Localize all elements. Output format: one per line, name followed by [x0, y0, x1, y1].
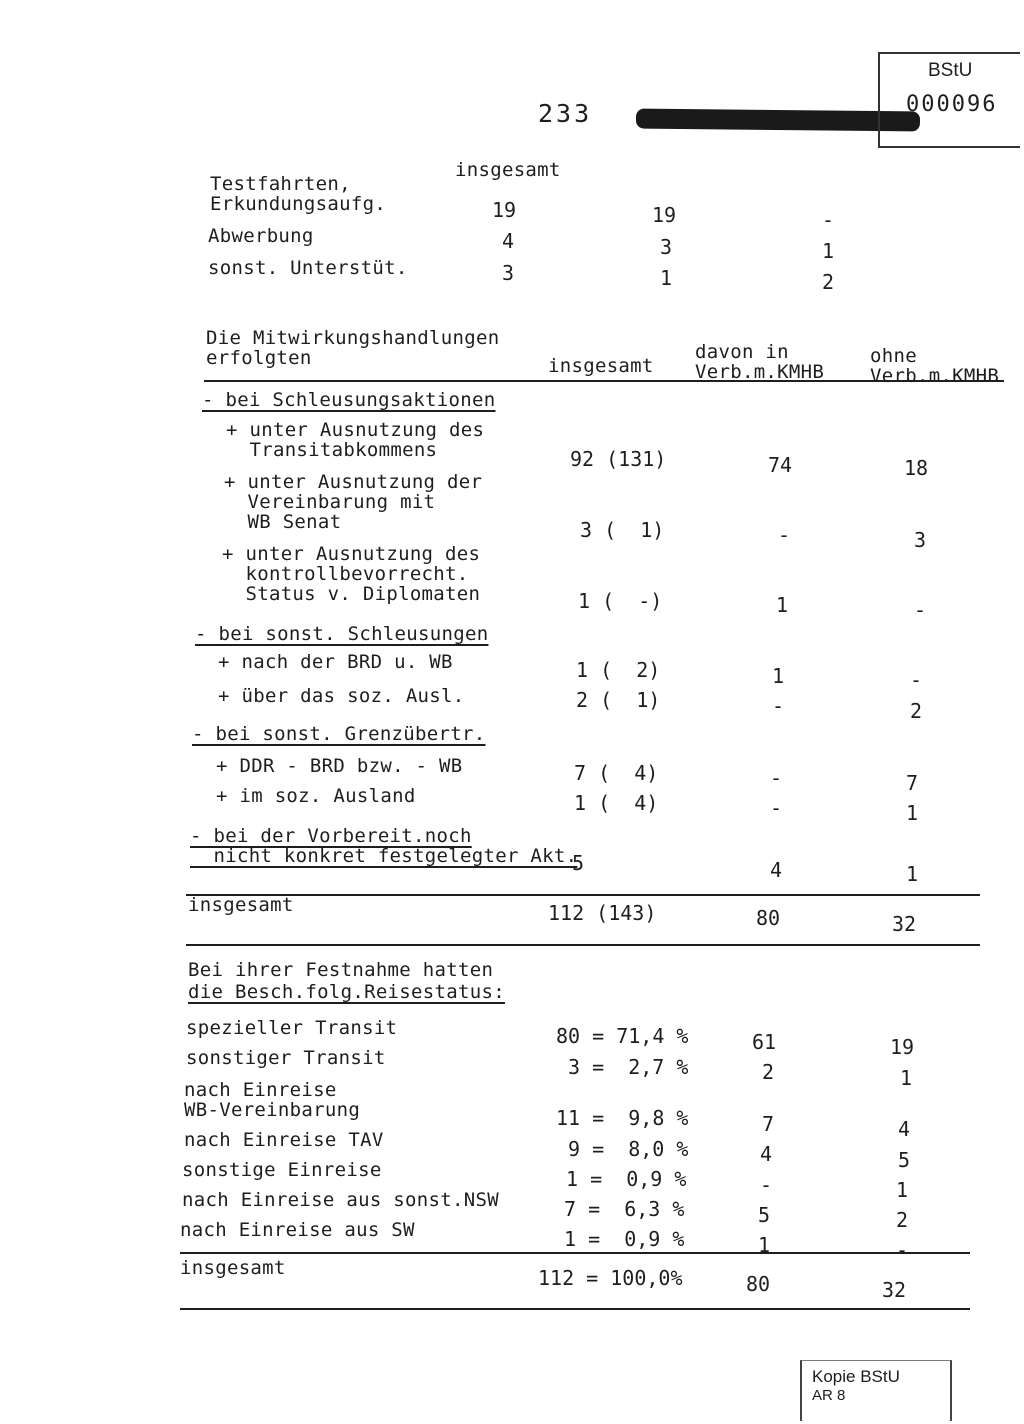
table-rule — [180, 1308, 970, 1310]
cell-total: 1 = 0,9 % — [564, 1227, 685, 1251]
sum-with: 80 — [756, 906, 781, 930]
row-label: sonstige Einreise — [182, 1159, 382, 1181]
section3-heading: Bei ihrer Festnahme hatten — [188, 959, 494, 981]
cell-with: 1 — [772, 664, 785, 688]
stamp-number: 000096 — [906, 92, 998, 117]
cell-with: 61 — [752, 1030, 777, 1054]
page-number: 233 — [538, 99, 593, 128]
row-label: + DDR - BRD bzw. - WB — [216, 755, 463, 777]
cell-without: 18 — [904, 456, 929, 480]
archive-stamp — [878, 52, 1020, 148]
cell-without: 1 — [900, 1066, 913, 1090]
cell-total: 7 = 6,3 % — [564, 1197, 685, 1221]
cell-without: 19 — [890, 1035, 915, 1059]
cell-total: 4 — [502, 229, 515, 253]
cell-with: 4 — [760, 1142, 773, 1166]
sum-label: insgesamt — [180, 1257, 286, 1279]
cell-without: - — [910, 668, 923, 692]
row-label: sonst. Unterstüt. — [208, 257, 408, 279]
section2-heading: Die Mitwirkungshandlungen erfolgten — [206, 327, 500, 369]
cell-total: 5 — [572, 851, 585, 875]
cell-with: - — [772, 694, 785, 718]
sum-without: 32 — [892, 912, 917, 936]
cell-with: 74 — [768, 453, 793, 477]
cell-total: 80 = 71,4 % — [556, 1024, 689, 1048]
cell-without: 1 — [906, 862, 919, 886]
col-header-with: davon in Verb.m.KMHB — [695, 341, 825, 383]
cell-total: 9 = 8,0 % — [568, 1137, 689, 1161]
copy-stamp — [800, 1360, 952, 1421]
sum-label: insgesamt — [188, 894, 294, 916]
cell-c2: 1 — [660, 266, 673, 290]
cell-total: 3 ( 1) — [580, 518, 665, 542]
cell-total: 7 ( 4) — [574, 761, 659, 785]
cell-total: 1 ( 2) — [576, 658, 661, 682]
sum-total: 112 (143) — [548, 901, 657, 925]
cell-c2: 19 — [652, 203, 677, 227]
col-header-total: insgesamt — [455, 159, 561, 181]
table-rule — [186, 944, 980, 946]
cell-with: 7 — [762, 1112, 775, 1136]
table-rule — [204, 380, 1004, 382]
sum-total: 112 = 100,0% — [538, 1266, 683, 1290]
col-header-without: ohne Verb.m.KMHB — [870, 345, 1000, 387]
cell-without: 4 — [898, 1117, 911, 1141]
group-heading: - bei sonst. Schleusungen — [195, 623, 489, 645]
row-label: + im soz. Ausland — [216, 785, 416, 807]
cell-with: 1 — [776, 593, 789, 617]
cell-total: 1 ( -) — [578, 589, 663, 613]
cell-total: 3 = 2,7 % — [568, 1055, 689, 1079]
stamp-org: BStU — [928, 60, 973, 81]
cell-with: - — [778, 523, 791, 547]
copy-stamp-text: Kopie BStU — [812, 1367, 900, 1386]
cell-total: 11 = 9,8 % — [556, 1106, 689, 1130]
group-heading: - bei sonst. Grenzübertr. — [192, 723, 486, 745]
sum-with: 80 — [746, 1272, 771, 1296]
cell-without: 1 — [896, 1178, 909, 1202]
cell-c3: 2 — [822, 270, 835, 294]
row-label: + unter Ausnutzung des Transitabkommens — [226, 419, 485, 461]
cell-c2: 3 — [660, 235, 673, 259]
cell-c3: - — [822, 208, 835, 232]
table-rule — [180, 1252, 970, 1254]
row-label: sonstiger Transit — [186, 1047, 386, 1069]
cell-without: 5 — [898, 1148, 911, 1172]
cell-without: 2 — [896, 1208, 909, 1232]
row-label: spezieller Transit — [186, 1017, 398, 1039]
copy-stamp-ref: AR 8 — [812, 1387, 846, 1404]
cell-total: 92 (131) — [570, 447, 667, 471]
section3-heading-underlined: die Besch.folg.Reisestatus: — [188, 981, 505, 1003]
row-label: nach Einreise aus sonst.NSW — [182, 1189, 499, 1211]
cell-without: 7 — [906, 771, 919, 795]
cell-with: 4 — [770, 858, 783, 882]
cell-c3: 1 — [822, 239, 835, 263]
row-label: nach Einreise aus SW — [180, 1219, 415, 1241]
cell-total: 2 ( 1) — [576, 688, 661, 712]
row-label: Testfahrten, Erkundungsaufg. — [210, 173, 387, 215]
cell-total: 3 — [502, 261, 515, 285]
row-label: + unter Ausnutzung des kontrollbevorrecht. Status v. Diplomaten — [222, 543, 481, 605]
col-header-total: insgesamt — [548, 355, 654, 377]
row-label: + unter Ausnutzung der Vereinbarung mit WB Senat — [224, 471, 483, 533]
cell-without: 3 — [914, 528, 927, 552]
cell-with: - — [760, 1173, 773, 1197]
cell-without: 2 — [910, 699, 923, 723]
cell-total: 1 ( 4) — [574, 791, 659, 815]
cell-with: 5 — [758, 1203, 771, 1227]
table-rule — [186, 894, 980, 896]
row-label: nach Einreise WB-Vereinbarung — [184, 1079, 361, 1121]
cell-without: - — [914, 598, 927, 622]
row-label: nach Einreise TAV — [184, 1129, 384, 1151]
row-label: Abwerbung — [208, 225, 314, 247]
group-heading: - bei der Vorbereit.noch nicht konkret festgelegter Akt. — [190, 825, 578, 867]
row-label: + nach der BRD u. WB — [218, 651, 453, 673]
row-label: + über das soz. Ausl. — [218, 685, 465, 707]
cell-with: 1 — [758, 1233, 771, 1257]
cell-with: - — [770, 796, 783, 820]
cell-with: - — [770, 766, 783, 790]
cell-with: 2 — [762, 1060, 775, 1084]
cell-without: 1 — [906, 801, 919, 825]
cell-total: 19 — [492, 198, 517, 222]
cell-without: - — [896, 1238, 909, 1262]
group-heading: - bei Schleusungsaktionen — [202, 389, 496, 411]
cell-total: 1 = 0,9 % — [566, 1167, 687, 1191]
sum-without: 32 — [882, 1278, 907, 1302]
